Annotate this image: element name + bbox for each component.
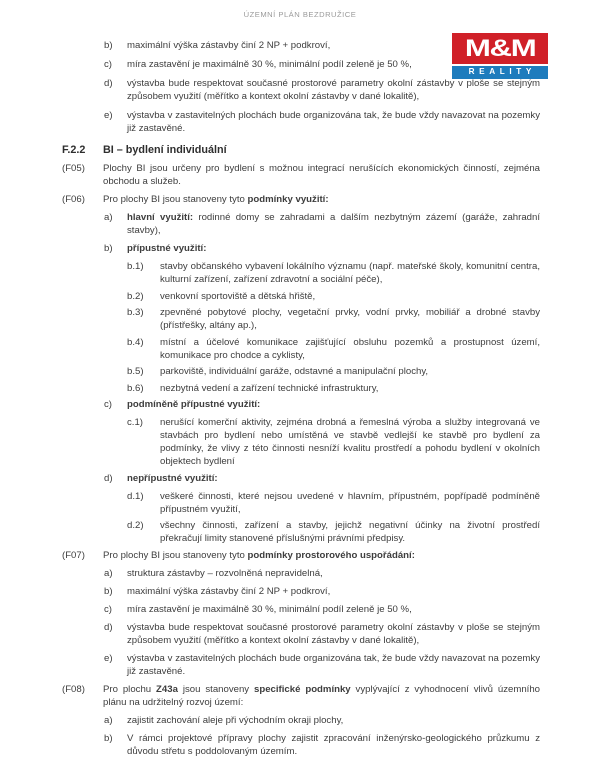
item-label: b.2) bbox=[127, 290, 144, 302]
text-segment: zajistit zachování aleje při východním okraji plochy, bbox=[127, 714, 344, 726]
item-label: b) bbox=[104, 40, 113, 51]
item-label: d) bbox=[104, 78, 113, 89]
item-text bbox=[160, 519, 540, 545]
text-segment: místní a účelové komunikace zajišťující obsluhu pozemků a prostupnost území, komunikace pro chodce a cyklisty, bbox=[160, 336, 540, 361]
list-item bbox=[62, 365, 540, 378]
item-label: e) bbox=[104, 110, 113, 121]
text-segment: Plochy BI jsou určeny pro bydlení s možnou integrací nerušících ekonomických činností, zejména obchodu a služeb. bbox=[103, 163, 540, 187]
list-item bbox=[62, 211, 540, 237]
list-item bbox=[62, 621, 540, 647]
item-label: b.5) bbox=[127, 366, 144, 377]
text-segment: maximální výška zástavby činí 2 NP + podkroví, bbox=[127, 585, 331, 597]
text-segment: jsou stanoveny bbox=[177, 683, 255, 695]
text-segment: výstavba bude respektovat současné prostorové parametry okolní zástavby v ploše se stejným způsobem využití (měřítko a kontext okolní zástavby v dané lokalitě), bbox=[127, 621, 540, 646]
item-text bbox=[160, 416, 540, 468]
bold-text-segment: podmínky využití: bbox=[247, 194, 329, 205]
list-item bbox=[62, 77, 540, 103]
text-segment: stavby občanského vybavení lokálního významu (např. mateřské školy, komunitní centra, kulturní zařízení, zařízení zdravotní a sociální péče), bbox=[160, 261, 540, 285]
item-label: a) bbox=[104, 567, 113, 579]
item-label: b) bbox=[104, 585, 113, 597]
text-segment: všechny činnosti, zařízení a stavby, jejichž negativní účinky na životní prostředí překračují limity stanovené příslušnými právními předpisy. bbox=[160, 520, 540, 544]
item-text bbox=[127, 39, 540, 52]
list-item bbox=[62, 109, 540, 135]
item-text bbox=[160, 382, 540, 395]
text-segment: výstavba bude respektovat současné prostorové parametry okolní zástavby v ploše se stejným způsobem využití (měřítko a kontext okolní zástavby v dané lokalitě), bbox=[127, 78, 540, 102]
numbered-paragraph bbox=[62, 683, 540, 709]
text-segment: Pro plochu bbox=[103, 683, 157, 695]
text-segment: vyplývající z vyhodnocení vlivů územního plánu na udržitelný rozvoj území: bbox=[103, 683, 541, 708]
item-text bbox=[127, 585, 540, 598]
list-item bbox=[62, 39, 540, 52]
numbered-paragraph bbox=[62, 162, 540, 188]
bold-text-segment: hlavní využití: bbox=[127, 212, 194, 223]
item-label: c.1) bbox=[127, 417, 143, 428]
item-label: e) bbox=[104, 652, 113, 664]
list-item bbox=[62, 336, 540, 362]
item-label: b.4) bbox=[127, 336, 144, 348]
bold-text-segment: Z43a bbox=[156, 683, 178, 695]
item-label: b.1) bbox=[127, 261, 144, 272]
bold-text-segment: přípustné využití: bbox=[127, 243, 207, 254]
item-text bbox=[160, 336, 540, 362]
item-text bbox=[103, 683, 540, 709]
item-label: c) bbox=[104, 399, 112, 410]
list-item bbox=[62, 242, 540, 255]
paragraph-label: (F05) bbox=[62, 163, 85, 174]
list-item bbox=[62, 714, 540, 727]
text-segment: BI – bydlení individuální bbox=[103, 144, 227, 156]
item-text bbox=[127, 77, 540, 103]
item-text bbox=[127, 652, 540, 678]
item-text bbox=[160, 290, 540, 303]
text-segment: maximální výška zástavby činí 2 NP + podkroví, bbox=[127, 40, 331, 51]
item-text bbox=[127, 242, 540, 255]
item-text bbox=[160, 260, 540, 286]
text-segment: výstavba v zastavitelných plochách bude organizována tak, že bude vždy navazovat na pozemky již zastavěné. bbox=[127, 652, 540, 677]
item-label: d) bbox=[104, 472, 113, 484]
item-label: b.6) bbox=[127, 382, 144, 394]
item-text bbox=[103, 144, 540, 157]
numbered-paragraph bbox=[62, 549, 540, 562]
item-text bbox=[160, 490, 540, 516]
text-segment: struktura zástavby – rozvolněná nepravidelná, bbox=[127, 567, 323, 579]
list-item bbox=[62, 472, 540, 485]
list-item bbox=[62, 652, 540, 678]
item-text bbox=[127, 603, 540, 616]
item-label: b) bbox=[104, 732, 113, 744]
list-item bbox=[62, 58, 540, 71]
bold-text-segment: podmíněně přípustné využití: bbox=[127, 399, 261, 410]
list-item bbox=[62, 260, 540, 286]
paragraph-label: (F07) bbox=[62, 549, 85, 561]
list-item bbox=[62, 306, 540, 332]
item-label: d.1) bbox=[127, 490, 144, 502]
item-text bbox=[127, 109, 540, 135]
text-segment: V rámci projektové přípravy plochy zajistit zpracování inženýrsko-geologického průzkumu z důvodu střetu s poddolovaným územím. bbox=[127, 732, 540, 757]
paragraph-label: (F06) bbox=[62, 194, 85, 205]
item-text bbox=[127, 621, 540, 647]
list-item bbox=[62, 382, 540, 395]
item-text bbox=[127, 472, 540, 485]
item-label: b.3) bbox=[127, 307, 144, 318]
list-item bbox=[62, 398, 540, 411]
item-text bbox=[103, 193, 540, 206]
list-item bbox=[62, 519, 540, 545]
text-segment: zpevněné pobytové plochy, vegetační prvky, vodní prvky, mobiliář a drobné stavby (přístřešky, altány ap.), bbox=[160, 307, 540, 331]
text-segment: míra zastavění je maximálně 30 %, minimální podíl zeleně je 50 %, bbox=[127, 59, 412, 70]
bold-text-segment: specifické podmínky bbox=[254, 683, 351, 695]
item-text bbox=[127, 211, 540, 237]
item-text bbox=[160, 306, 540, 332]
numbered-paragraph bbox=[62, 193, 540, 206]
list-item bbox=[62, 567, 540, 580]
item-text bbox=[160, 365, 540, 378]
item-label: c) bbox=[104, 603, 112, 615]
page-header-title: ÚZEMNÍ PLÁN BEZDRUŽICE bbox=[243, 10, 357, 19]
item-label: d.2) bbox=[127, 520, 144, 531]
item-label: c) bbox=[104, 59, 112, 70]
list-item bbox=[62, 732, 540, 758]
bold-text-segment: nepřípustné využití: bbox=[127, 472, 218, 484]
text-segment: míra zastavění je maximálně 30 %, minimální podíl zeleně je 50 %, bbox=[127, 603, 412, 615]
bold-text-segment: podmínky prostorového uspořádání: bbox=[247, 549, 415, 561]
text-segment: výstavba v zastavitelných plochách bude organizována tak, že bude vždy navazovat na pozemky již zastavěné. bbox=[127, 110, 540, 134]
text-segment: parkoviště, individuální garáže, odstavné a manipulační plochy, bbox=[160, 366, 429, 377]
list-item bbox=[62, 585, 540, 598]
text-segment: Pro plochy BI jsou stanoveny tyto bbox=[103, 194, 248, 205]
section-number: F.2.2 bbox=[62, 144, 86, 156]
text-segment: venkovní sportoviště a dětská hřiště, bbox=[160, 290, 316, 302]
item-label: d) bbox=[104, 621, 113, 633]
list-item bbox=[62, 416, 540, 468]
item-text bbox=[103, 549, 540, 562]
logo-mm-text: M&M bbox=[464, 34, 536, 62]
list-item bbox=[62, 603, 540, 616]
item-text bbox=[127, 58, 540, 71]
item-label: a) bbox=[104, 212, 113, 223]
list-item bbox=[62, 290, 540, 303]
paragraph-label: (F08) bbox=[62, 683, 85, 695]
text-segment: nezbytná vedení a zařízení technické infrastruktury, bbox=[160, 382, 379, 394]
section-heading bbox=[62, 144, 540, 157]
list-item bbox=[62, 490, 540, 516]
text-segment: rodinné domy se zahradami a dalším nezbytným zázemí (garáže, zahradní stavby), bbox=[127, 212, 541, 236]
document-body bbox=[62, 34, 541, 763]
text-segment: veškeré činnosti, které nejsou uvedené v hlavním, přípustném, popřípadě podmíněně přípustném využití, bbox=[160, 490, 540, 515]
item-text bbox=[103, 162, 540, 188]
item-text bbox=[127, 732, 540, 758]
item-text bbox=[127, 714, 540, 727]
text-segment: nerušící komerční aktivity, zejména drobná a řemeslná výroba a služby integrovaná ve stavbách pro bydlení nebo umístěná ve stavbě vedlejší ke stavbě pro bydlení za podmínky, že vlivy z této činnosti nesníží kvalitu prostředí a pohodu bydlení v okolních objektech bydlení bbox=[160, 417, 540, 467]
item-text bbox=[127, 567, 540, 580]
item-label: b) bbox=[104, 243, 113, 254]
item-label: a) bbox=[104, 714, 113, 726]
text-segment: Pro plochy BI jsou stanoveny tyto bbox=[103, 549, 248, 561]
item-text bbox=[127, 398, 540, 411]
logo-reality-text: REALITY bbox=[468, 67, 536, 77]
